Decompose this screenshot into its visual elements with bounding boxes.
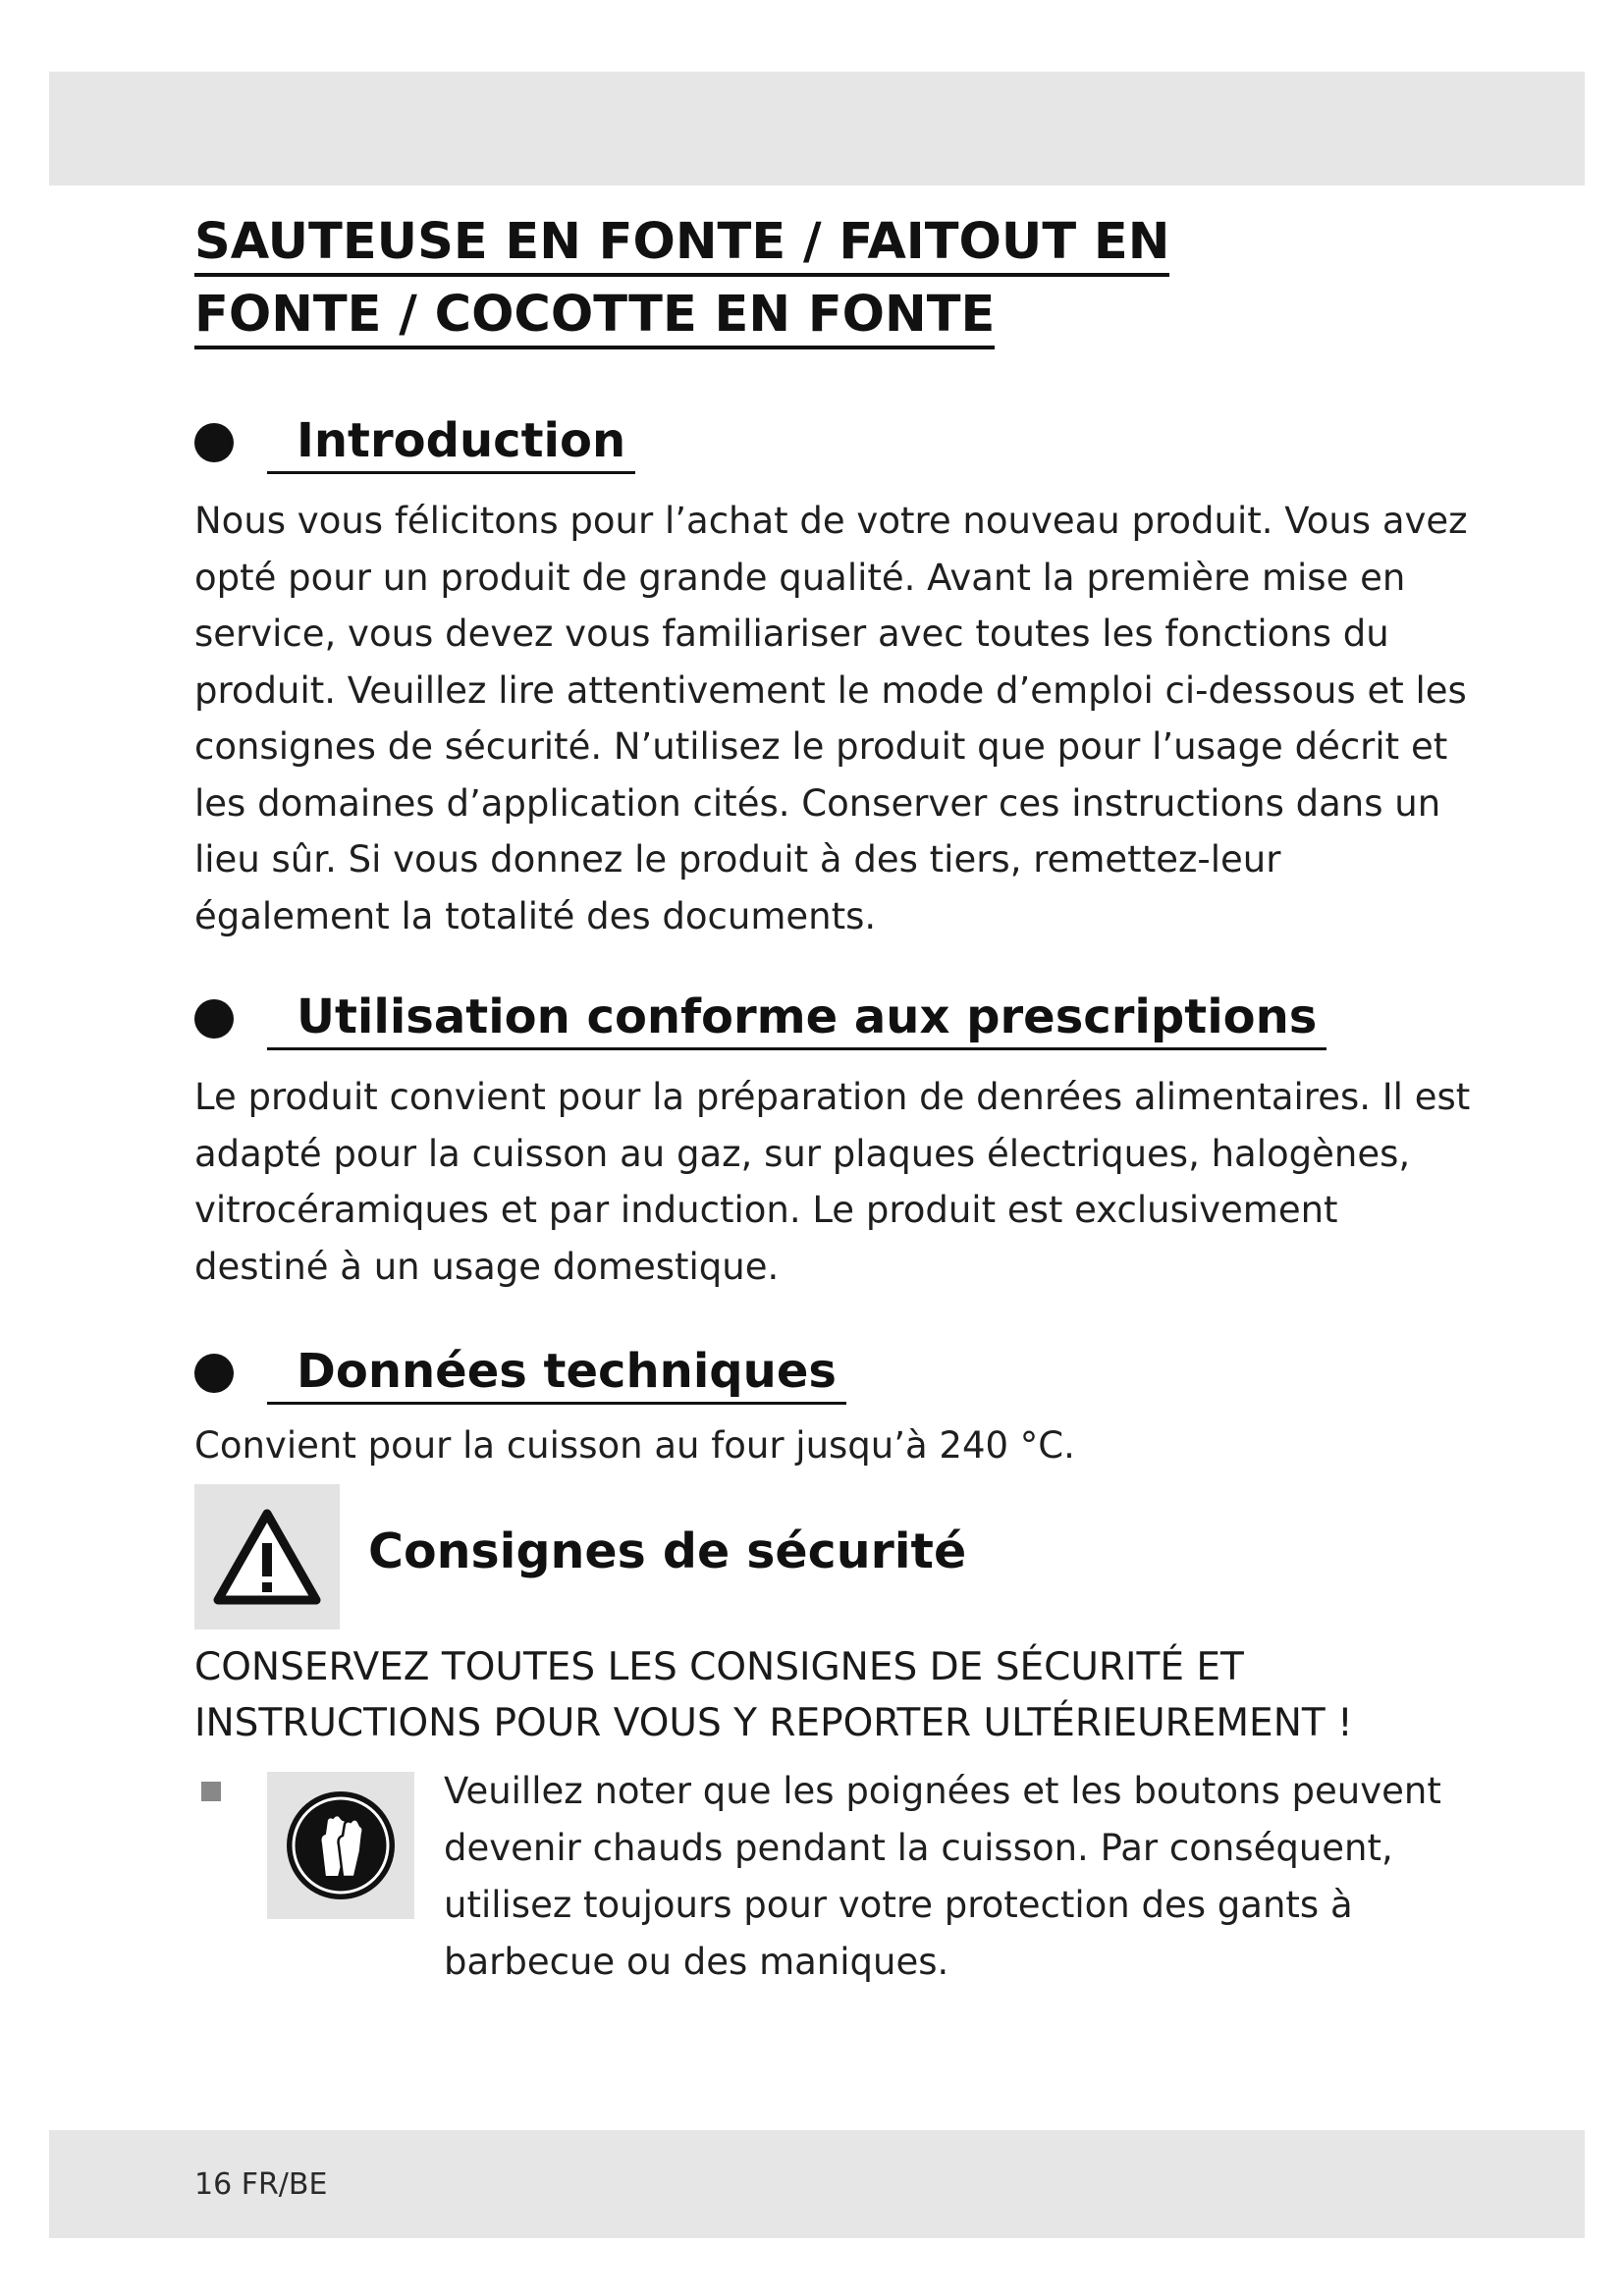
section-title: Introduction	[267, 410, 635, 474]
page-title	[194, 206, 1274, 351]
section-title: Utilisation conforme aux prescriptions	[267, 987, 1326, 1050]
warning-triangle-icon	[194, 1484, 340, 1629]
safety-heading: Consignes de sécurité	[368, 1523, 967, 1579]
section-heading-donnees	[194, 1341, 846, 1405]
bullet-icon	[194, 999, 234, 1039]
title-line-1: SAUTEUSE EN FONTE / FAITOUT EN	[194, 212, 1169, 277]
introduction-text: Nous vous félicitons pour l’achat de votre nouveau produit. Vous avez opté pour un produit de grande qualité. Avant la première mise en service, vous devez vous familiariser avec toutes les fonctions du produit. Veuillez lire attentivement le mode d’emploi ci-dessous et les consignes de sécurité. N’utilisez le produit que pour l’usage décrit et les domaines d’application cités. Conserver ces instructions dans un lieu sûr. Si vous donnez le produit à des tiers, remettez-leur également la totalité des documents.	[194, 500, 1468, 937]
bullet-icon	[194, 423, 234, 462]
bullet-icon	[194, 1354, 234, 1393]
section-heading-introduction	[194, 410, 635, 474]
caps-line-2: INSTRUCTIONS POUR VOUS Y REPORTER ULTÉRIEUREMENT !	[194, 1701, 1353, 1745]
footer-band	[49, 2130, 1585, 2238]
safety-caps-notice	[194, 1639, 1471, 1751]
utilisation-text: Le produit convient pour la préparation de denrées alimentaires. Il est adapté pour la cuisson au gaz, sur plaques électriques, halogènes, vitrocéramiques et par induction. Le produit est exclusivement destiné à un usage domestique.	[194, 1076, 1471, 1288]
donnees-text: Convient pour la cuisson au four jusqu’à 240 °C.	[194, 1424, 1075, 1467]
caps-line-1: CONSERVEZ TOUTES LES CONSIGNES DE SÉCURITÉ ET	[194, 1645, 1244, 1689]
title-line-2: FONTE / COCOTTE EN FONTE	[194, 285, 995, 349]
page-number: 16 FR/BE	[194, 2167, 328, 2202]
gloves-notice-text: Veuillez noter que les poignées et les boutons peuvent devenir chauds pendant la cuisson. Par conséquent, utilisez toujours pour votre protection des gants à barbecue ou des maniques.	[444, 1770, 1441, 1983]
section-heading-utilisation	[194, 987, 1326, 1050]
gloves-icon	[267, 1772, 414, 1919]
header-band	[49, 72, 1585, 186]
square-bullet-icon	[201, 1782, 221, 1801]
section-title: Données techniques	[267, 1341, 846, 1405]
